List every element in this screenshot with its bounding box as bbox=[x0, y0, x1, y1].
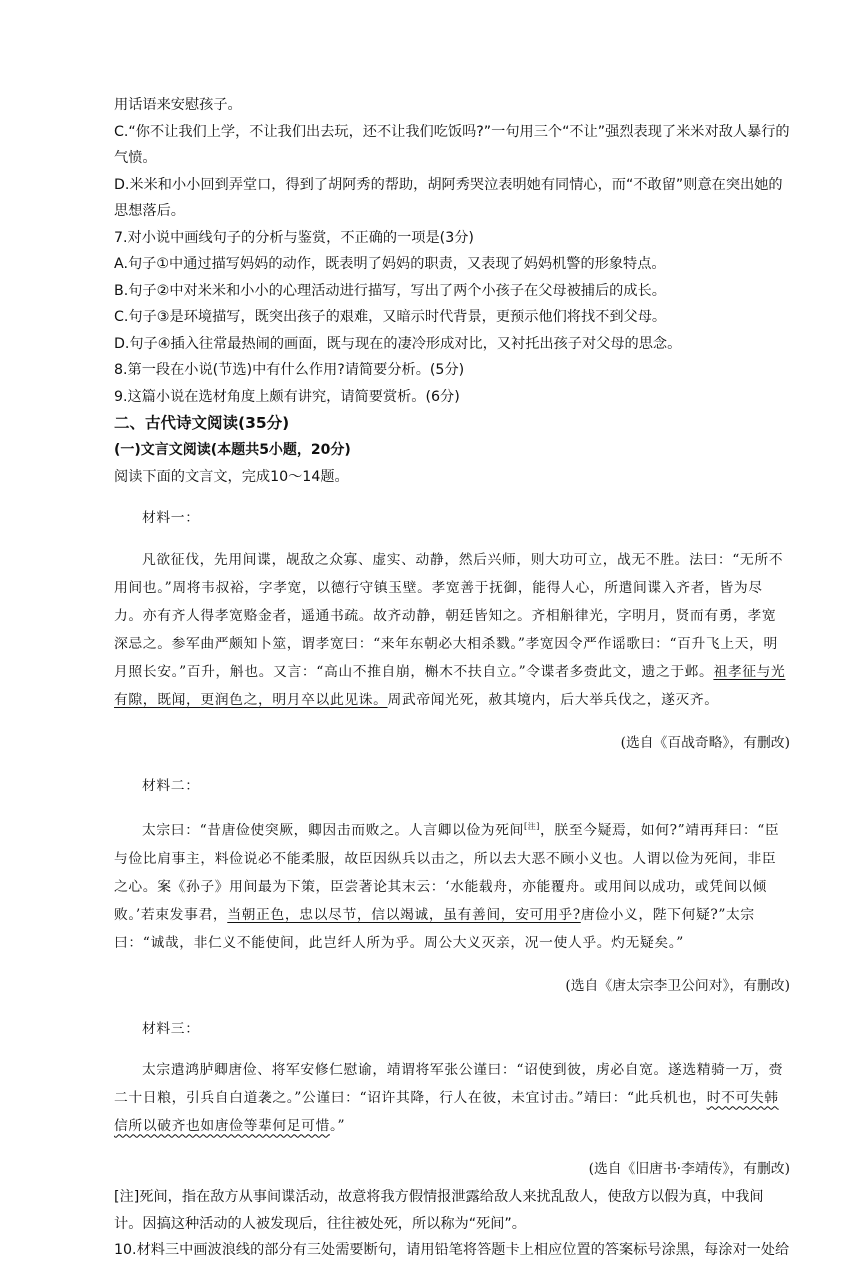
q7-option-d: D.句子④插入往常最热闹的画面，既与现在的凄冷形成对比，又衬托出孩子对父母的思念。 bbox=[114, 335, 682, 352]
section-2-heading: 二、古代诗文阅读(35分) bbox=[114, 414, 290, 432]
material-1-source: (选自《百战奇略》，有删改) bbox=[620, 734, 790, 751]
material-1-text bbox=[114, 546, 790, 714]
material-3-wavy-underlined: 时不可失韩信所以破齐也如唐俭等辈何足可惜 bbox=[114, 1090, 779, 1135]
material-1-body: 凡欲征伐，先用间谍，觇敌之众寡、虚实、动静，然后兴师，则大功可立，战无不胜。法曰：“无所不用间也。”周将韦叔裕，字孝宽，以德行守镇玉壁。孝宽善于抚御，能得人心，所遣间谍入齐者，皆为尽力。亦有齐人得孝宽赂金者，遥通书疏。故齐动静，朝廷皆知之。齐相斛律光，字明月，贤而有勇，孝宽深忌之。参军曲严颇知卜筮，谓孝宽曰：“来年东朝必大相杀戮。”孝宽因令严作谣歌曰：“百升飞上天，明月照长安。”百升，斛也。又言：“高山不推自崩，槲木不扶自立。”令谍者多赍此文，遗之于邺。 bbox=[114, 552, 784, 681]
reading-intro: 阅读下面的文言文，完成10～14题。 bbox=[114, 469, 349, 485]
q7-option-a: A.句子①中通过描写妈妈的动作，既表明了妈妈的职责，又表现了妈妈机警的形象特点。 bbox=[114, 256, 666, 272]
material-2-part-c: 唐俭小义，陛下何疑?”太宗曰：“诚哉，非仁义不能使间，此岂纤人所为乎。周公大义灭亲，况一使人乎。灼无疑矣。” bbox=[114, 907, 755, 952]
material-3-label: 材料三： bbox=[142, 1020, 200, 1037]
material-3-source: (选自《旧唐书·李靖传》，有删改) bbox=[588, 1161, 790, 1178]
q6-option-c: C.“你不让我们上学，不让我们出去玩，还不让我们吃饭吗?”一句用三个“不让”强烈表现了米米对敌人暴行的气愤。 bbox=[114, 123, 790, 166]
material-1-label: 材料一： bbox=[142, 510, 200, 527]
footnote: [注]死间，指在敌方从事间谍活动，故意将我方假情报泄露给敌人来扰乱敌人，使敌方以假为真，中我间计。因搞这种活动的人被发现后，往往被处死，所以称为“死间”。 bbox=[114, 1189, 764, 1232]
question-7: 7.对小说中画线句子的分析与鉴赏，不正确的一项是(3分) bbox=[114, 229, 474, 246]
material-2-source: (选自《唐太宗李卫公问对》，有删改) bbox=[565, 977, 790, 994]
q7-option-b: B.句子②中对米米和小小的心理活动进行描写，写出了两个小孩子在父母被捕后的成长。 bbox=[114, 282, 666, 299]
question-9: 9.这篇小说在选材角度上颇有讲究，请简要赏析。(6分) bbox=[114, 388, 460, 405]
page-content bbox=[114, 92, 790, 1264]
material-3-part-b: 。” bbox=[329, 1118, 346, 1135]
material-3-part-a: 太宗遣鸿胪卿唐俭、将军安修仁慰谕，靖谓将军张公谨曰：“诏使到彼，虏必自宽。遂选精骑一万，赍二十日粮，引兵自白道袭之。”公谨曰：“诏许其降，行人在彼，未宜讨击。”靖曰：“此兵机也， bbox=[114, 1062, 784, 1107]
material-2-underlined-sentence: 当朝正色，忠以尽节，信以竭诚，虽有善间，安可用乎? bbox=[227, 907, 581, 924]
subsection-1-heading: (一)文言文阅读(本题共5小题，20分) bbox=[114, 442, 351, 458]
material-1-underlined-sentence: 祖孝征与光有隙，既闻，更润色之，明月卒以此见诛。 bbox=[114, 664, 786, 709]
q6-option-d: D.米米和小小回到弄堂口，得到了胡阿秀的帮助，胡阿秀哭泣表明她有同情心，而“不敢留”则意在突出她的思想落后。 bbox=[114, 176, 783, 219]
q6-continuation: 用话语来安慰孩子。 bbox=[114, 97, 242, 113]
material-1-tail: 周武帝闻光死，赦其境内，后大举兵伐之，遂灭齐。 bbox=[387, 692, 719, 709]
question-8: 8.第一段在小说(节选)中有什么作用?请简要分析。(5分) bbox=[114, 362, 465, 378]
question-10: 10.材料三中画波浪线的部分有三处需要断句，请用铅笔将答题卡上相应位置的答案标号涂黑，每涂对一处给 bbox=[114, 1242, 790, 1259]
material-2-part-a: 太宗曰：“昔唐俭使突厥，卿因击而败之。人言卿以俭为死间 bbox=[142, 823, 524, 840]
material-2-label: 材料二： bbox=[142, 777, 200, 794]
footnote-marker: [注] bbox=[523, 822, 541, 832]
material-2-text bbox=[114, 813, 790, 957]
q7-option-c: C.句子③是环境描写，既突出孩子的艰难，又暗示时代背景，更预示他们将找不到父母。 bbox=[114, 309, 667, 325]
material-3-text bbox=[114, 1056, 790, 1140]
material-2-part-b: ，朕至今疑焉，如何?”靖再拜曰：“臣与俭比肩事主，料俭说必不能柔服，故臣因纵兵以击之，所以去大恶不顾小义也。人谓以俭为死间，非臣之心。案《孙子》用间最为下策，臣尝著论其末云：‘水能载舟，亦能覆舟。或用间以成功，或凭间以倾败。’若束发事君， bbox=[114, 823, 780, 924]
